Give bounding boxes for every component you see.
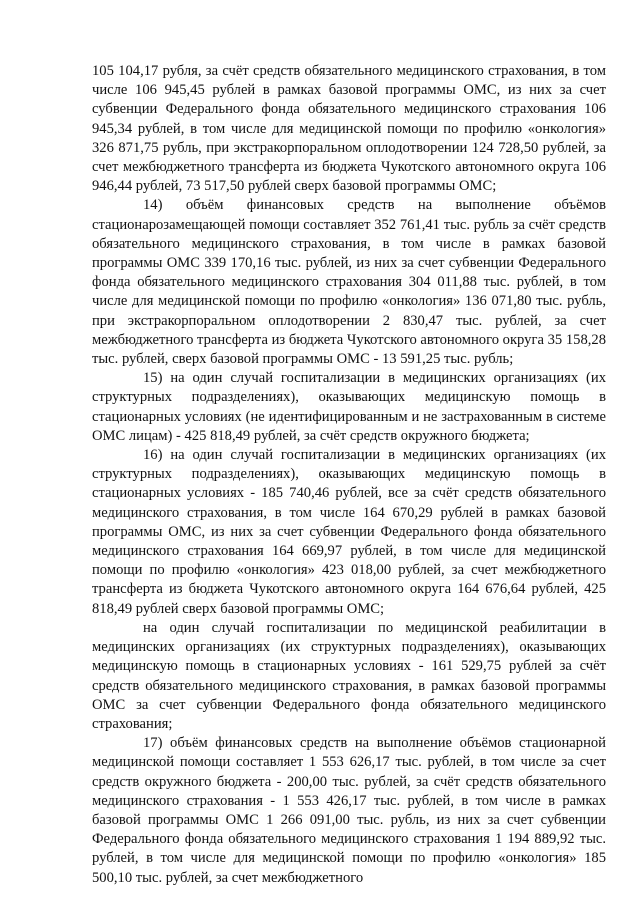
paragraph-item-16: 16) на один случай госпитализации в медицинских организациях (их структурных подразделениях), оказывающих медицинскую помощь в стационарных условиях - 185 740,46 рублей, все за счёт средств обязательного медицинского страхования, в том числе 164 670,29 рублей в рамках базовой программы ОМС, из них за счет субвенции Федерального фонда обязательного медицинского страхования 164 669,97 рублей, в том числе для медицинской помощи по профилю «онкология» 423 018,00 рублей, за счет межбюджетного трансферта из бюджета Чукотского автономного округа 164 676,64 рублей, 425 818,49 рублей сверх базовой программы ОМС; — [92, 447, 606, 617]
paragraph-item-14: 14) объём финансовых средств на выполнение объёмов стационарозамещающей помощи составляет 352 761,41 тыс. рубль за счёт средств обязательного медицинского страхования, в том числе в рамках базовой программы ОМС 339 170,16 тыс. рублей, из них за счет субвенции Федерального фонда обязательного медицинского страхования 304 011,88 тыс. рублей, в том числе для медицинской помощи по профилю «онкология» 136 071,80 тыс. рубль, при экстракорпоральном оплодотворении 2 830,47 тыс. рублей, за счет межбюджетного трансферта из бюджета Чукотского автономного округа 35 158,28 тыс. рублей, сверх базовой программы ОМС - 13 591,25 тыс. рубль; — [92, 197, 606, 368]
paragraph-rehabilitation: на один случай госпитализации по медицинской реабилитации в медицинских организациях (их структурных подразделениях), оказывающих медицинскую помощь в стационарных условиях - 161 529,75 рублей за счёт средств обязательного медицинского страхования, в рамках базовой программы ОМС за счет субвенции Федерального фонда обязательного медицинского страхования; — [92, 619, 606, 732]
paragraph-item-15: 15) на один случай госпитализации в медицинских организациях (их структурных подразделениях), оказывающих медицинскую помощь в стационарных условиях (не идентифицированным и не застрахованным в системе ОМС лицам) - 425 818,49 рублей, за счёт средств окружного бюджета; — [92, 370, 606, 444]
paragraph-item-17: 17) объём финансовых средств на выполнение объёмов стационарной медицинской помощи составляет 1 553 626,17 тыс. рублей, в том числе за счет средств окружного бюджета - 200,00 тыс. рублей, за счёт средств обязательного медицинского страхования - 1 553 426,17 тыс. рублей, в том числе в рамках базовой программы ОМС 1 266 091,00 тыс. рубль, из них за счет субвенции Федерального фонда обязательного медицинского страхования 1 194 889,92 тыс. рублей, в том числе для медицинской помощи по профилю «онкология» 185 500,10 тыс. рублей, за счет межбюджетного — [92, 735, 606, 886]
paragraph-continuation: 105 104,17 рубля, за счёт средств обязательного медицинского страхования, в том числе 106 945,45 рублей в рамках базовой программы ОМС, из них за счет субвенции Федерального фонда обязательного медицинского страхования 106 945,34 рублей, в том числе для медицинской помощи по профилю «онкология» 326 871,75 рубль, при экстракорпоральном оплодотворении 124 728,50 рублей, за счет межбюджетного трансферта из бюджета Чукотского автономного округа 106 946,44 рублей, 73 517,50 рублей сверх базовой программы ОМС; — [92, 63, 606, 195]
document-page — [92, 62, 606, 888]
